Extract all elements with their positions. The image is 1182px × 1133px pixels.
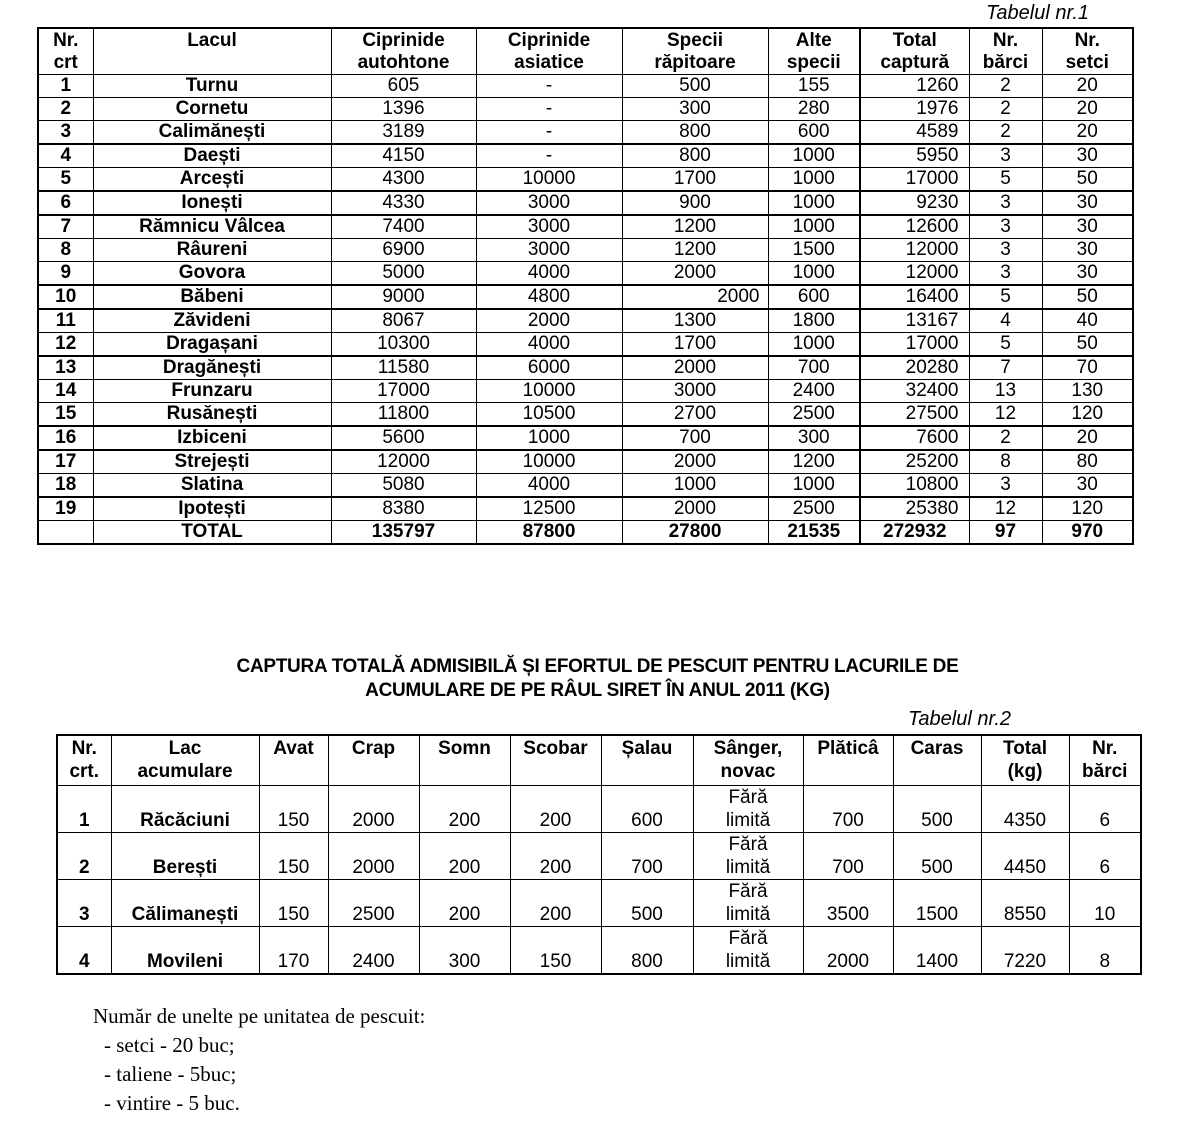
cell-nr-barci: 8: [969, 450, 1042, 474]
header-alte-specii: Alte specii: [768, 28, 860, 75]
cell-ciprinide-asiatice: 1000: [476, 426, 622, 450]
cell-lac-acumulare: Berești: [111, 833, 259, 880]
cell-avat: 150: [259, 880, 328, 927]
cell-total-captura: 20280: [860, 356, 969, 380]
table2-header-row: [57, 735, 1141, 786]
cell-nr-setci: 30: [1042, 191, 1133, 215]
cell-lac-acumulare: Călimanești: [111, 880, 259, 927]
header-nr-crt: Nr. crt.: [57, 735, 111, 786]
cell-lacul: Dragănești: [93, 356, 331, 380]
cell-total-captura: 17000: [860, 168, 969, 192]
cell-total-captura: 16400: [860, 285, 969, 309]
cell-specii-rapitoare: 1300: [622, 309, 768, 333]
cell-nr: 3: [38, 121, 93, 145]
cell-nr: 8: [38, 239, 93, 262]
cell-ciprinide-asiatice: 3000: [476, 215, 622, 239]
cell-specii-rapitoare: 2700: [622, 403, 768, 427]
cell-alte-specii: 600: [768, 121, 860, 145]
cell-nr-setci: 30: [1042, 144, 1133, 168]
cell-platica: 700: [803, 786, 893, 833]
table2-caption: Tabelul nr.2: [908, 708, 1012, 730]
cell-sanger-novac: Fără limită: [693, 927, 803, 975]
cell-nr-barci: 7: [969, 356, 1042, 380]
table1-total-row: [38, 521, 1133, 545]
table-row: [38, 333, 1133, 357]
cell-ciprinide-autohtone: 3189: [331, 121, 476, 145]
cell-nr-barci: 3: [969, 144, 1042, 168]
cell-total-captura: 25200: [860, 450, 969, 474]
cell-lacul: Calimănești: [93, 121, 331, 145]
cell-alte-specii: 155: [768, 75, 860, 98]
cell-nr: 5: [38, 168, 93, 192]
cell-nr: 2: [38, 98, 93, 121]
cell-ciprinide-asiatice: 10000: [476, 450, 622, 474]
cell-platica: 2000: [803, 927, 893, 975]
cell-lacul: TOTAL: [93, 521, 331, 545]
header-nr-barci: Nr. bărci: [1069, 735, 1141, 786]
header-nr-crt: Nr. crt: [38, 28, 93, 75]
cell-alte-specii: 1500: [768, 239, 860, 262]
cell-lacul: Rămnicu Vâlcea: [93, 215, 331, 239]
table-row: [57, 927, 1141, 975]
header-total-captura: Total captură: [860, 28, 969, 75]
cell-nr: 11: [38, 309, 93, 333]
cell-alte-specii: 1000: [768, 262, 860, 286]
cell-ciprinide-autohtone: 8067: [331, 309, 476, 333]
cell-specii-rapitoare: 1200: [622, 215, 768, 239]
cell-lacul: Dragașani: [93, 333, 331, 357]
table-row: [38, 380, 1133, 403]
header-nr-barci: Nr. bărci: [969, 28, 1042, 75]
cell-nr-setci: 50: [1042, 285, 1133, 309]
table-row: [57, 786, 1141, 833]
cell-lacul: Ionești: [93, 191, 331, 215]
cell-crap: 2000: [328, 833, 419, 880]
cell-specii-rapitoare: 300: [622, 98, 768, 121]
cell-caras: 1500: [893, 880, 981, 927]
cell-ciprinide-asiatice: 4800: [476, 285, 622, 309]
cell-ciprinide-asiatice: 4000: [476, 474, 622, 498]
cell-nr-barci: 5: [969, 285, 1042, 309]
cell-scobar: 200: [510, 833, 601, 880]
cell-ciprinide-autohtone: 4330: [331, 191, 476, 215]
cell-somn: 200: [419, 786, 510, 833]
cell-nr-barci: 8: [1069, 927, 1141, 975]
cell-platica: 700: [803, 833, 893, 880]
cell-avat: 150: [259, 786, 328, 833]
cell-nr: 13: [38, 356, 93, 380]
table-row: [38, 450, 1133, 474]
cell-nr-setci: 30: [1042, 262, 1133, 286]
cell-ciprinide-autohtone: 11800: [331, 403, 476, 427]
cell-alte-specii: 1200: [768, 450, 860, 474]
cell-nr-barci: 3: [969, 215, 1042, 239]
cell-total-kg: 7220: [981, 927, 1069, 975]
cell-specii-rapitoare: 800: [622, 121, 768, 145]
cell-nr-barci: 12: [969, 497, 1042, 521]
table-row: [38, 239, 1133, 262]
cell-specii-rapitoare: 3000: [622, 380, 768, 403]
cell-ciprinide-autohtone: 4150: [331, 144, 476, 168]
table-row: [38, 121, 1133, 145]
cell-nr: 9: [38, 262, 93, 286]
gear-per-unit-note: [93, 1002, 425, 1118]
table-row: [57, 880, 1141, 927]
cell-nr-setci: 50: [1042, 168, 1133, 192]
cell-lacul: Govora: [93, 262, 331, 286]
cell-nr: 17: [38, 450, 93, 474]
cell-lacul: Zăvideni: [93, 309, 331, 333]
cell-salau: 800: [601, 927, 693, 975]
cell-scobar: 200: [510, 786, 601, 833]
cell-nr-setci: 30: [1042, 474, 1133, 498]
note-item-setci: - setci - 20 buc;: [104, 1033, 235, 1057]
note-item-vintire: - vintire - 5 buc.: [104, 1091, 240, 1115]
cell-nr-barci: 5: [969, 333, 1042, 357]
cell-caras: 500: [893, 833, 981, 880]
cell-total-captura: 4589: [860, 121, 969, 145]
cell-ciprinide-autohtone: 5080: [331, 474, 476, 498]
table-row: [38, 474, 1133, 498]
cell-specii-rapitoare: 2000: [622, 285, 768, 309]
table-row: [57, 833, 1141, 880]
cell-nr-setci: 70: [1042, 356, 1133, 380]
cell-alte-specii: 1800: [768, 309, 860, 333]
header-scobar: Scobar: [510, 735, 601, 786]
header-lac-acumulare: Lac acumulare: [111, 735, 259, 786]
cell-salau: 500: [601, 880, 693, 927]
cell-nr: 15: [38, 403, 93, 427]
cell-ciprinide-autohtone: 10300: [331, 333, 476, 357]
cell-total-captura: 5950: [860, 144, 969, 168]
cell-alte-specii: 2500: [768, 497, 860, 521]
cell-ciprinide-asiatice: 4000: [476, 333, 622, 357]
header-avat: Avat: [259, 735, 328, 786]
cell-caras: 1400: [893, 927, 981, 975]
cell-specii-rapitoare: 1700: [622, 168, 768, 192]
cell-nr-setci: 80: [1042, 450, 1133, 474]
cell-crap: 2500: [328, 880, 419, 927]
cell-nr: 7: [38, 215, 93, 239]
table1-header-row: [38, 28, 1133, 75]
cell-nr-barci: 6: [1069, 833, 1141, 880]
cell-specii-rapitoare: 800: [622, 144, 768, 168]
cell-ciprinide-asiatice: 12500: [476, 497, 622, 521]
cell-alte-specii: 1000: [768, 168, 860, 192]
cell-alte-specii: 1000: [768, 333, 860, 357]
cell-ciprinide-autohtone: 11580: [331, 356, 476, 380]
cell-lacul: Izbiceni: [93, 426, 331, 450]
cell-specii-rapitoare: 900: [622, 191, 768, 215]
header-lacul: Lacul: [93, 28, 331, 75]
cell-lacul: Slatina: [93, 474, 331, 498]
cell-sanger-novac: Fără limită: [693, 786, 803, 833]
table-row: [38, 262, 1133, 286]
cell-somn: 200: [419, 833, 510, 880]
note-item-taliene: - taliene - 5buc;: [104, 1062, 237, 1086]
cell-total-kg: 4350: [981, 786, 1069, 833]
cell-nr-barci: 4: [969, 309, 1042, 333]
cell-ciprinide-autohtone: 6900: [331, 239, 476, 262]
cell-nr: 1: [38, 75, 93, 98]
header-ciprinide-asiatice: Ciprinide asiatice: [476, 28, 622, 75]
table-row: [38, 98, 1133, 121]
cell-nr-barci: 3: [969, 474, 1042, 498]
cell-ciprinide-asiatice: 87800: [476, 521, 622, 545]
cell-total-captura: 9230: [860, 191, 969, 215]
cell-ciprinide-autohtone: 605: [331, 75, 476, 98]
cell-lacul: Râureni: [93, 239, 331, 262]
cell-nr-setci: 970: [1042, 521, 1133, 545]
table-row: [38, 215, 1133, 239]
cell-specii-rapitoare: 2000: [622, 262, 768, 286]
cell-alte-specii: 300: [768, 426, 860, 450]
header-platica: Plăticâ: [803, 735, 893, 786]
cell-lacul: Strejești: [93, 450, 331, 474]
cell-alte-specii: 2400: [768, 380, 860, 403]
cell-alte-specii: 1000: [768, 191, 860, 215]
cell-specii-rapitoare: 27800: [622, 521, 768, 545]
cell-nr: 18: [38, 474, 93, 498]
table-row: [38, 75, 1133, 98]
cell-ciprinide-autohtone: 1396: [331, 98, 476, 121]
header-somn: Somn: [419, 735, 510, 786]
cell-nr-setci: 120: [1042, 403, 1133, 427]
cell-nr: 10: [38, 285, 93, 309]
cell-ciprinide-autohtone: 8380: [331, 497, 476, 521]
table-row: [38, 191, 1133, 215]
table2-title: CAPTURA TOTALĂ ADMISIBILĂ ȘI EFORTUL DE PESCUIT PENTRU LACURILE DE ACUMULARE DE PE RÂUL SIRET ÎN ANUL 2011 (KG): [236, 656, 959, 701]
cell-nr-setci: 40: [1042, 309, 1133, 333]
cell-total-kg: 4450: [981, 833, 1069, 880]
cell-ciprinide-asiatice: 3000: [476, 239, 622, 262]
cell-total-captura: 27500: [860, 403, 969, 427]
cell-ciprinide-asiatice: -: [476, 121, 622, 145]
cell-nr-barci: 3: [969, 239, 1042, 262]
cell-sanger-novac: Fără limită: [693, 880, 803, 927]
header-specii-rapitoare: Specii răpitoare: [622, 28, 768, 75]
table1-catch-by-lake: [37, 27, 1134, 545]
cell-nr: 1: [57, 786, 111, 833]
cell-nr: 4: [38, 144, 93, 168]
cell-alte-specii: 280: [768, 98, 860, 121]
cell-specii-rapitoare: 2000: [622, 497, 768, 521]
cell-ciprinide-asiatice: 6000: [476, 356, 622, 380]
cell-nr: 12: [38, 333, 93, 357]
header-salau: Șalau: [601, 735, 693, 786]
cell-total-captura: 32400: [860, 380, 969, 403]
cell-nr: 3: [57, 880, 111, 927]
cell-lacul: Rusănești: [93, 403, 331, 427]
cell-avat: 150: [259, 833, 328, 880]
cell-specii-rapitoare: 1000: [622, 474, 768, 498]
cell-nr-barci: 12: [969, 403, 1042, 427]
cell-nr-setci: 20: [1042, 426, 1133, 450]
cell-alte-specii: 700: [768, 356, 860, 380]
cell-alte-specii: 600: [768, 285, 860, 309]
cell-nr-setci: 120: [1042, 497, 1133, 521]
cell-specii-rapitoare: 2000: [622, 356, 768, 380]
table-row: [38, 168, 1133, 192]
cell-lacul: Cornetu: [93, 98, 331, 121]
cell-specii-rapitoare: 2000: [622, 450, 768, 474]
cell-total-captura: 25380: [860, 497, 969, 521]
cell-total-captura: 12000: [860, 239, 969, 262]
cell-lacul: Frunzaru: [93, 380, 331, 403]
cell-ciprinide-asiatice: 4000: [476, 262, 622, 286]
cell-nr-barci: 2: [969, 121, 1042, 145]
cell-nr: 4: [57, 927, 111, 975]
cell-total-captura: 272932: [860, 521, 969, 545]
cell-ciprinide-autohtone: 7400: [331, 215, 476, 239]
cell-nr: 19: [38, 497, 93, 521]
table-row: [38, 144, 1133, 168]
cell-nr-setci: 20: [1042, 75, 1133, 98]
cell-alte-specii: 21535: [768, 521, 860, 545]
cell-somn: 300: [419, 927, 510, 975]
cell-nr: 2: [57, 833, 111, 880]
cell-ciprinide-autohtone: 12000: [331, 450, 476, 474]
header-sanger-novac: Sânger, novac: [693, 735, 803, 786]
cell-total-captura: 13167: [860, 309, 969, 333]
cell-nr-barci: 2: [969, 98, 1042, 121]
table2-allowable-catch: [56, 734, 1142, 975]
table-row: [38, 497, 1133, 521]
cell-nr-barci: 2: [969, 75, 1042, 98]
cell-nr-barci: 3: [969, 191, 1042, 215]
cell-ciprinide-asiatice: 10000: [476, 168, 622, 192]
cell-nr: 16: [38, 426, 93, 450]
cell-nr-setci: 50: [1042, 333, 1133, 357]
cell-nr-barci: 6: [1069, 786, 1141, 833]
table-row: [38, 426, 1133, 450]
cell-ciprinide-asiatice: 10500: [476, 403, 622, 427]
note-heading: Număr de unelte pe unitatea de pescuit:: [93, 1004, 426, 1028]
cell-nr: 14: [38, 380, 93, 403]
cell-lac-acumulare: Movileni: [111, 927, 259, 975]
cell-nr: 6: [38, 191, 93, 215]
cell-nr-barci: 5: [969, 168, 1042, 192]
table-row: [38, 309, 1133, 333]
cell-ciprinide-asiatice: -: [476, 144, 622, 168]
cell-nr-setci: 130: [1042, 380, 1133, 403]
cell-nr-setci: 30: [1042, 239, 1133, 262]
cell-total-captura: 1976: [860, 98, 969, 121]
cell-specii-rapitoare: 500: [622, 75, 768, 98]
cell-nr-setci: 20: [1042, 121, 1133, 145]
cell-caras: 500: [893, 786, 981, 833]
cell-ciprinide-autohtone: 4300: [331, 168, 476, 192]
cell-ciprinide-autohtone: 5000: [331, 262, 476, 286]
cell-lacul: Băbeni: [93, 285, 331, 309]
cell-platica: 3500: [803, 880, 893, 927]
cell-nr-setci: 30: [1042, 215, 1133, 239]
cell-ciprinide-autohtone: 135797: [331, 521, 476, 545]
cell-lacul: Ipotești: [93, 497, 331, 521]
cell-specii-rapitoare: 1200: [622, 239, 768, 262]
cell-ciprinide-autohtone: 9000: [331, 285, 476, 309]
cell-alte-specii: 1000: [768, 474, 860, 498]
cell-nr-barci: 2: [969, 426, 1042, 450]
cell-nr-barci: 3: [969, 262, 1042, 286]
cell-ciprinide-asiatice: -: [476, 98, 622, 121]
cell-crap: 2000: [328, 786, 419, 833]
cell-total-captura: 12600: [860, 215, 969, 239]
cell-salau: 700: [601, 833, 693, 880]
cell-total-captura: 12000: [860, 262, 969, 286]
cell-total-captura: 1260: [860, 75, 969, 98]
cell-sanger-novac: Fără limită: [693, 833, 803, 880]
cell-total-captura: 7600: [860, 426, 969, 450]
cell-total-captura: 10800: [860, 474, 969, 498]
cell-lac-acumulare: Răcăciuni: [111, 786, 259, 833]
cell-total-captura: 17000: [860, 333, 969, 357]
cell-nr-barci: 13: [969, 380, 1042, 403]
cell-nr: [38, 521, 93, 545]
cell-ciprinide-autohtone: 5600: [331, 426, 476, 450]
cell-somn: 200: [419, 880, 510, 927]
cell-nr-barci: 10: [1069, 880, 1141, 927]
cell-scobar: 200: [510, 880, 601, 927]
table-row: [38, 403, 1133, 427]
header-nr-setci: Nr. setci: [1042, 28, 1133, 75]
header-caras: Caras: [893, 735, 981, 786]
cell-ciprinide-asiatice: 3000: [476, 191, 622, 215]
cell-alte-specii: 2500: [768, 403, 860, 427]
cell-lacul: Turnu: [93, 75, 331, 98]
cell-lacul: Arcești: [93, 168, 331, 192]
cell-ciprinide-asiatice: -: [476, 75, 622, 98]
table1-caption: Tabelul nr.1: [986, 2, 1090, 24]
cell-ciprinide-asiatice: 2000: [476, 309, 622, 333]
cell-alte-specii: 1000: [768, 144, 860, 168]
header-crap: Crap: [328, 735, 419, 786]
cell-total-kg: 8550: [981, 880, 1069, 927]
cell-ciprinide-autohtone: 17000: [331, 380, 476, 403]
cell-lacul: Daești: [93, 144, 331, 168]
header-total-kg: Total (kg): [981, 735, 1069, 786]
cell-alte-specii: 1000: [768, 215, 860, 239]
cell-salau: 600: [601, 786, 693, 833]
cell-specii-rapitoare: 700: [622, 426, 768, 450]
cell-ciprinide-asiatice: 10000: [476, 380, 622, 403]
cell-nr-setci: 20: [1042, 98, 1133, 121]
cell-nr-barci: 97: [969, 521, 1042, 545]
table-row: [38, 356, 1133, 380]
cell-specii-rapitoare: 1700: [622, 333, 768, 357]
cell-avat: 170: [259, 927, 328, 975]
cell-scobar: 150: [510, 927, 601, 975]
cell-crap: 2400: [328, 927, 419, 975]
header-ciprinide-autohtone: Ciprinide autohtone: [331, 28, 476, 75]
table-row: [38, 285, 1133, 309]
